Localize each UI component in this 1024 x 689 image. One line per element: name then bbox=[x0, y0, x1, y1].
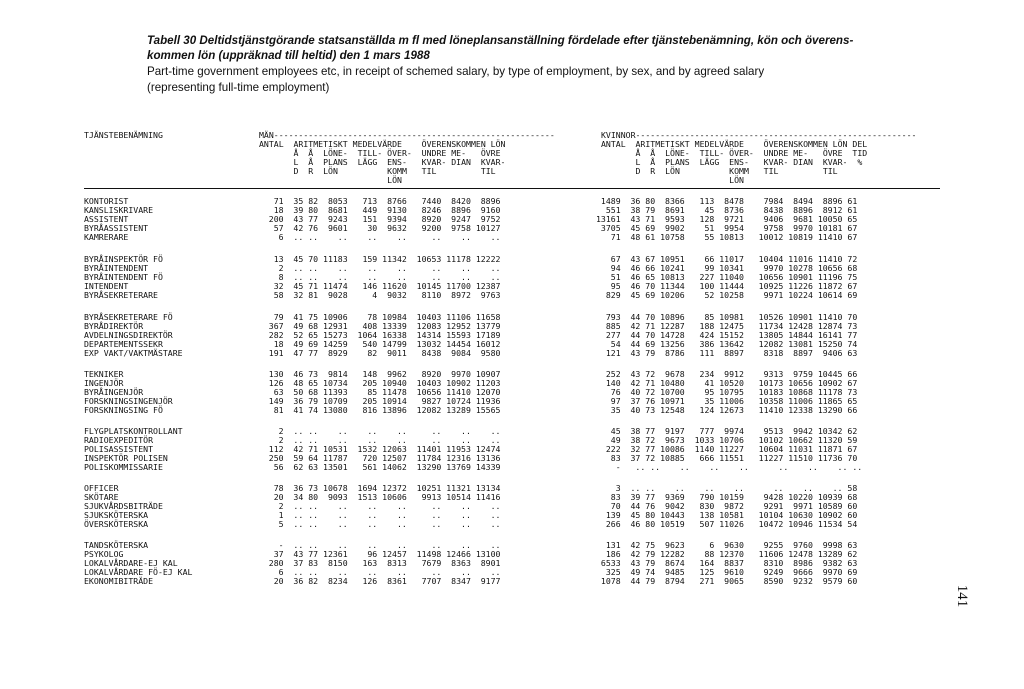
women-values: 829 45 69 10206 52 10258 9971 10224 10614 69 bbox=[596, 290, 858, 300]
occupation-name: BYRÅSEKRETERARE FÖ bbox=[84, 312, 173, 322]
women-values: 793 44 70 10896 85 10981 10526 10901 11410 70 bbox=[596, 312, 858, 322]
women-values: 277 44 70 14728 424 15152 13805 14844 16141 77 bbox=[596, 330, 858, 340]
men-values: - .. .. .. .. .. .. .. .. bbox=[254, 540, 501, 550]
men-values: 130 46 73 9814 148 9962 8920 9970 10907 bbox=[254, 369, 501, 379]
women-values: 94 46 66 10241 99 10341 9970 10278 10656 68 bbox=[596, 263, 858, 273]
women-values: 252 43 72 9678 234 9912 9313 9759 10445 66 bbox=[596, 369, 858, 379]
men-values: 6 .. .. .. .. .. .. .. .. bbox=[254, 232, 501, 242]
table-subtitle-line-1: Part-time government employees etc, in receipt of schemed salary, by type of employment, by sex, and by agreed salary bbox=[147, 65, 765, 78]
women-values: 13161 43 71 9593 128 9721 9406 9681 10050 65 bbox=[596, 214, 858, 224]
occupation-name: KAMRERARE bbox=[84, 232, 129, 242]
men-values: 57 42 76 9601 30 9632 9200 9758 10127 bbox=[254, 223, 501, 233]
women-values: 67 43 67 10951 66 11017 10404 11016 11410 72 bbox=[596, 254, 858, 264]
men-values: 280 37 83 8150 163 8313 7679 8363 8901 bbox=[254, 558, 501, 568]
women-values: 97 37 76 10971 35 11006 10358 11006 11865 65 bbox=[596, 396, 858, 406]
men-values: 18 39 80 8681 449 9130 8246 8896 9160 bbox=[254, 205, 501, 215]
men-values: 63 50 68 11393 85 11478 10656 11410 12070 bbox=[254, 387, 501, 397]
occupation-name: RADIOEXPEDITÖR bbox=[84, 435, 154, 445]
occupation-name: POLISASSISTENT bbox=[84, 444, 154, 454]
men-values: 367 49 68 12931 408 13339 12083 12952 13779 bbox=[254, 321, 501, 331]
women-values: 45 38 77 9197 777 9974 9513 9942 10342 62 bbox=[596, 426, 858, 436]
women-subheader-4: D R LÖN KOMM TIL TIL bbox=[601, 166, 838, 176]
men-values: 2 .. .. .. .. .. .. .. .. bbox=[254, 435, 501, 445]
women-subheader-3: L Å PLANS LÄGG ENS- KVAR- DIAN KVAR- % bbox=[601, 157, 863, 167]
women-values: 121 43 79 8786 111 8897 8318 8897 9406 63 bbox=[596, 348, 858, 358]
men-values: 18 49 69 14259 540 14799 13032 14454 16012 bbox=[254, 339, 501, 349]
women-values: 140 42 71 10480 41 10520 10173 10656 10902 67 bbox=[596, 378, 858, 388]
men-values: 5 .. .. .. .. .. .. .. .. bbox=[254, 519, 501, 529]
occupation-name: BYRÅINTENDENT FÖ bbox=[84, 272, 163, 282]
occupation-name: SKÖTARE bbox=[84, 492, 119, 502]
table-title-line-1: Tabell 30 Deltidstjänstgörande statsanställda m fl med löneplansanställning fördelade efter tjänstebenämning, kön och överens- bbox=[147, 34, 854, 47]
men-values: 191 47 77 8929 82 9011 8438 9084 9580 bbox=[254, 348, 501, 358]
women-values: 131 42 75 9623 6 9630 9255 9760 9998 63 bbox=[596, 540, 858, 550]
occupation-name: EKONOMIBITRÄDE bbox=[84, 576, 154, 586]
occupation-name: BYRÅDIREKTÖR bbox=[84, 321, 144, 331]
women-values: 76 40 72 10700 95 10795 10183 10868 11178 73 bbox=[596, 387, 858, 397]
men-values: 6 .. .. .. .. .. .. .. .. bbox=[254, 567, 501, 577]
women-values: 885 42 71 12287 188 12475 11734 12428 12874 73 bbox=[596, 321, 858, 331]
occupation-name: ÖVERSKÖTERSKA bbox=[84, 519, 149, 529]
men-values: 32 45 71 11474 146 11620 10145 11700 12387 bbox=[254, 281, 501, 291]
women-values: 3 .. .. .. .. .. .. .. .. 58 bbox=[596, 483, 858, 493]
women-values: 3705 45 69 9902 51 9954 9758 9970 10181 67 bbox=[596, 223, 858, 233]
women-values: 54 44 69 13256 386 13642 12082 13081 15250 74 bbox=[596, 339, 858, 349]
men-values: 20 34 80 9093 1513 10606 9913 10514 11416 bbox=[254, 492, 501, 502]
men-subheader-4: D R LÖN KOMM TIL TIL bbox=[259, 166, 496, 176]
women-subheader-1: ANTAL ARITMETISKT MEDELVÄRDE ÖVERENSKOMMEN LÖN DEL bbox=[601, 139, 868, 149]
women-values: 35 40 73 12548 124 12673 11410 12338 13290 66 bbox=[596, 405, 858, 415]
women-values: 186 42 79 12282 88 12370 11606 12478 13289 62 bbox=[596, 549, 858, 559]
occupation-name: INSPEKTÖR POLISEN bbox=[84, 453, 168, 463]
occupation-name: BYRÅINTENDENT bbox=[84, 263, 149, 273]
men-values: 71 35 82 8053 713 8766 7440 8420 8896 bbox=[254, 196, 501, 206]
men-values: 56 62 63 13501 561 14062 13290 13769 14339 bbox=[254, 462, 501, 472]
women-values: 51 46 65 10813 227 11040 10656 10901 11196 75 bbox=[596, 272, 858, 282]
women-values: 71 48 61 10758 55 10813 10012 10819 11410 67 bbox=[596, 232, 858, 242]
table-subtitle-line-2: (representing full-time employment) bbox=[147, 81, 330, 94]
men-values: 81 41 74 13080 816 13896 12082 13289 15565 bbox=[254, 405, 501, 415]
occupation-name: BYRÅSEKRETERARE bbox=[84, 290, 158, 300]
men-subheader-2: Å Å LÖNE- TILL- ÖVER- UNDRE ME- ÖVRE bbox=[259, 148, 501, 158]
women-values: 49 38 72 9673 1033 10706 10102 10662 11320 59 bbox=[596, 435, 858, 445]
women-values: 325 49 74 9485 125 9610 9249 9666 9970 69 bbox=[596, 567, 858, 577]
men-values: 149 36 79 10709 205 10914 9827 10724 11936 bbox=[254, 396, 501, 406]
women-values: 551 38 79 8691 45 8736 8438 8896 8912 61 bbox=[596, 205, 858, 215]
men-values: 8 .. .. .. .. .. .. .. .. bbox=[254, 272, 501, 282]
occupation-name: INGENJÖR bbox=[84, 378, 124, 388]
page-number: 141 bbox=[954, 584, 970, 608]
women-header: KVINNOR--------------------------------------------------------- bbox=[601, 130, 917, 140]
occupation-name: TEKNIKER bbox=[84, 369, 124, 379]
occupation-name: BYRÅINGENJÖR bbox=[84, 387, 144, 397]
men-subheader-5: LÖN bbox=[259, 175, 402, 185]
women-values: 83 37 72 10885 666 11551 11227 11510 11736 70 bbox=[596, 453, 858, 463]
occupation-name: AVDELNINGSDIREKTÖR bbox=[84, 330, 173, 340]
men-values: 200 43 77 9243 151 9394 8920 9247 9752 bbox=[254, 214, 501, 224]
occupation-name: TANDSKÖTERSKA bbox=[84, 540, 149, 550]
women-values: 222 32 77 10086 1140 11227 10604 11031 11871 67 bbox=[596, 444, 858, 454]
men-values: 2 .. .. .. .. .. .. .. .. bbox=[254, 426, 501, 436]
occupation-name: SJUKVÅRDSBITRÄDE bbox=[84, 501, 163, 511]
men-values: 2 .. .. .. .. .. .. .. .. bbox=[254, 501, 501, 511]
men-subheader-1: ANTAL ARITMETISKT MEDELVÄRDE ÖVERENSKOMMEN LÖN bbox=[259, 139, 506, 149]
occupation-name: FORSKNINGSINGENJÖR bbox=[84, 396, 173, 406]
men-header: MÄN--------------------------------------------------------- bbox=[259, 130, 555, 140]
women-values: 83 39 77 9369 790 10159 9428 10220 10939 68 bbox=[596, 492, 858, 502]
men-values: 112 42 71 10531 1532 12063 11401 11953 12474 bbox=[254, 444, 501, 454]
occupation-name: LOKALVÅRDARE FÖ-EJ KAL bbox=[84, 567, 193, 577]
men-values: 2 .. .. .. .. .. .. .. .. bbox=[254, 263, 501, 273]
occupation-name: ASSISTENT bbox=[84, 214, 129, 224]
men-values: 13 45 70 11183 159 11342 10653 11178 12222 bbox=[254, 254, 501, 264]
occupation-name: FLYGPLATSKONTROLLANT bbox=[84, 426, 183, 436]
occupation-name: DEPARTEMENTSSEKR bbox=[84, 339, 163, 349]
column-title-occupation: TJÄNSTEBENÄMNING bbox=[84, 130, 163, 140]
women-values: - .. .. .. .. .. .. .. .. .. bbox=[596, 462, 863, 472]
women-subheader-5: LÖN bbox=[601, 175, 744, 185]
men-values: 37 43 77 12361 96 12457 11498 12466 13100 bbox=[254, 549, 501, 559]
women-values: 1489 36 80 8366 113 8478 7984 8494 8896 61 bbox=[596, 196, 858, 206]
table-title-line-2: kommen lön (uppräknad till heltid) den 1 mars 1988 bbox=[147, 49, 430, 62]
occupation-name: FORSKNINGSING FÖ bbox=[84, 405, 163, 415]
men-values: 58 32 81 9028 4 9032 8110 8972 9763 bbox=[254, 290, 501, 300]
men-values: 78 36 73 10678 1694 12372 10251 11321 13134 bbox=[254, 483, 501, 493]
women-values: 95 46 70 11344 100 11444 10925 11226 11872 67 bbox=[596, 281, 858, 291]
occupation-name: KONTORIST bbox=[84, 196, 129, 206]
occupation-name: KANSLISKRIVARE bbox=[84, 205, 154, 215]
occupation-name: BYRÅINSPEKTÖR FÖ bbox=[84, 254, 163, 264]
women-values: 139 45 80 10443 138 10581 10104 10630 10902 60 bbox=[596, 510, 858, 520]
men-subheader-3: L Å PLANS LÄGG ENS- KVAR- DIAN KVAR- bbox=[259, 157, 506, 167]
occupation-name: BYRÅASSISTENT bbox=[84, 223, 149, 233]
women-values: 266 46 80 10519 507 11026 10472 10946 11534 54 bbox=[596, 519, 858, 529]
men-values: 1 .. .. .. .. .. .. .. .. bbox=[254, 510, 501, 520]
occupation-name: POLISKOMMISSARIE bbox=[84, 462, 163, 472]
occupation-name: PSYKOLOG bbox=[84, 549, 124, 559]
men-values: 79 41 75 10906 78 10984 10403 11106 11658 bbox=[254, 312, 501, 322]
occupation-name: EXP VAKT/VAKTMÄSTARE bbox=[84, 348, 183, 358]
men-values: 282 52 65 15273 1064 16338 14314 15593 17189 bbox=[254, 330, 501, 340]
occupation-name: OFFICER bbox=[84, 483, 119, 493]
occupation-name: INTENDENT bbox=[84, 281, 129, 291]
men-values: 20 36 82 8234 126 8361 7707 8347 9177 bbox=[254, 576, 501, 586]
women-values: 1078 44 79 8794 271 9065 8590 9232 9579 60 bbox=[596, 576, 858, 586]
men-values: 250 59 64 11787 720 12507 11784 12316 13136 bbox=[254, 453, 501, 463]
women-values: 70 44 76 9042 830 9872 9291 9971 10589 60 bbox=[596, 501, 858, 511]
header-divider bbox=[84, 188, 940, 189]
occupation-name: SJUKSKÖTERSKA bbox=[84, 510, 149, 520]
men-values: 126 48 65 10734 205 10940 10403 10902 11203 bbox=[254, 378, 501, 388]
women-subheader-2: Å Å LÖNE- TILL- ÖVER- UNDRE ME- ÖVRE TID bbox=[601, 148, 868, 158]
occupation-name: LOKALVÅRDARE-EJ KAL bbox=[84, 558, 178, 568]
women-values: 6533 43 79 8674 164 8837 8310 8986 9382 63 bbox=[596, 558, 858, 568]
